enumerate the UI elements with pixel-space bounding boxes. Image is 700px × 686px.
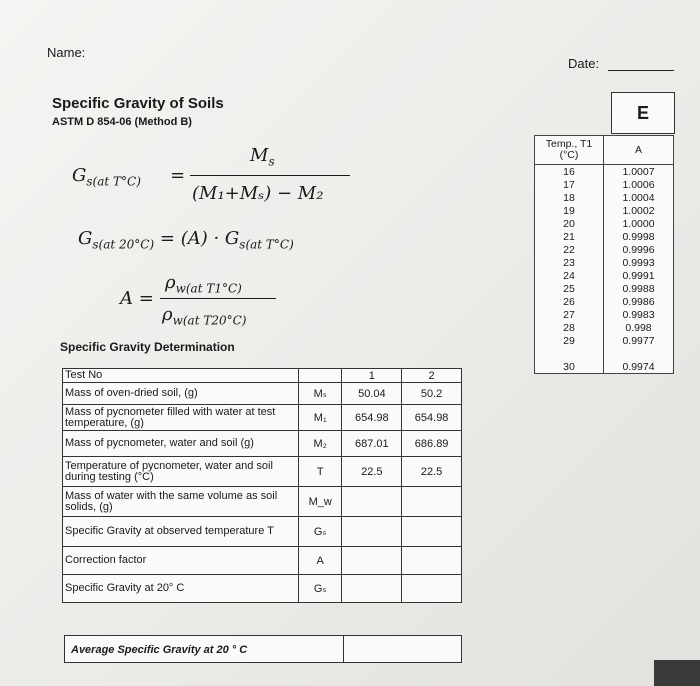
test-2-value: 50.2 <box>402 383 462 405</box>
test-2-value <box>402 517 462 547</box>
temp-cell: 16 <box>535 165 604 179</box>
test-1-value: 22.5 <box>342 457 402 487</box>
table-row <box>63 547 462 575</box>
table-row <box>63 369 462 383</box>
row-label: Temperature of pycnometer, water and soil during testing (°C) <box>63 457 299 487</box>
temp-row <box>535 360 674 374</box>
equation-gs-at-t-numerator: $M_s$ <box>250 145 275 169</box>
test-1-value <box>342 517 402 547</box>
table-row <box>63 457 462 487</box>
test-1-value <box>342 487 402 517</box>
temp-cell: 17 <box>535 178 604 191</box>
test-1-value: 1 <box>342 369 402 383</box>
test-2-value <box>402 487 462 517</box>
temp-row <box>535 217 674 230</box>
temp-cell <box>535 347 604 360</box>
page-subtitle: ASTM D 854-06 (Method B) <box>52 116 192 128</box>
test-1-value: 50.04 <box>342 383 402 405</box>
temp-row <box>535 347 674 360</box>
a-cell: 1.0002 <box>622 204 655 217</box>
table-row <box>63 517 462 547</box>
page-title: Specific Gravity of Soils <box>52 95 224 112</box>
test-2-value <box>402 547 462 575</box>
table-row <box>63 575 462 603</box>
test-2-value: 2 <box>402 369 462 383</box>
temp-row <box>535 191 674 204</box>
a-cell <box>604 347 674 360</box>
row-label: Mass of oven-dried soil, (g) <box>63 383 299 405</box>
temp-cell: 23 <box>535 256 604 269</box>
test-2-value: 654.98 <box>402 405 462 431</box>
average-value-divider <box>343 636 344 662</box>
row-label: Mass of water with the same volume as soil solids, (g) <box>63 487 299 517</box>
temp-row <box>535 295 674 308</box>
temp-cell: 19 <box>535 204 604 217</box>
row-label: Correction factor <box>63 547 299 575</box>
temp-cell: 26 <box>535 295 604 308</box>
temp-row <box>535 282 674 295</box>
test-1-value <box>342 575 402 603</box>
test-2-value <box>402 575 462 603</box>
a-cell: 1.0007 <box>622 165 655 178</box>
a-cell: 0.9983 <box>622 308 655 321</box>
equation-a-lhs: A = <box>120 288 154 309</box>
row-label: Specific Gravity at observed temperature T <box>63 517 299 547</box>
a-cell: 1.0000 <box>622 217 655 230</box>
temp-cell: 18 <box>535 191 604 204</box>
a-cell: 0.9986 <box>622 295 655 308</box>
temp-cell: 29 <box>535 334 604 347</box>
temp-row <box>535 243 674 256</box>
row-symbol: Gₛ <box>298 575 342 603</box>
temp-cell: 24 <box>535 269 604 282</box>
background-corner <box>654 660 700 686</box>
temp-row <box>535 165 674 179</box>
table-row <box>63 487 462 517</box>
temp-row <box>535 308 674 321</box>
equation-a-numerator: $\rho_{w(at T1^\circ C)}$ <box>165 272 242 296</box>
row-symbol: Gₛ <box>298 517 342 547</box>
a-cell: 0.9996 <box>622 243 655 256</box>
table-row <box>63 431 462 457</box>
average-specific-gravity-label: Average Specific Gravity at 20 ° C <box>71 644 248 656</box>
temp-row <box>535 334 674 347</box>
temp-cell: 28 <box>535 321 604 334</box>
temp-row <box>535 230 674 243</box>
temp-row <box>535 204 674 217</box>
temp-row <box>535 269 674 282</box>
temp-column-header: Temp., T1 (°C) <box>535 136 604 165</box>
test-1-value: 654.98 <box>342 405 402 431</box>
date-blank-line <box>608 70 674 71</box>
a-cell: 1.0006 <box>622 178 655 191</box>
a-cell: 0.9998 <box>622 230 655 243</box>
a-cell: 0.9993 <box>622 256 655 269</box>
section-heading: Specific Gravity Determination <box>60 340 235 354</box>
temp-cell: 22 <box>535 243 604 256</box>
equation-fraction-bar-1 <box>190 175 350 176</box>
specific-gravity-table <box>62 368 462 603</box>
row-label: Specific Gravity at 20° C <box>63 575 299 603</box>
row-symbol: M₁ <box>298 405 342 431</box>
temp-cell: 21 <box>535 230 604 243</box>
equation-a-denominator: $\rho_{w(at T20^\circ C)}$ <box>162 304 247 328</box>
equation-equals-1: = <box>170 165 186 186</box>
row-symbol: M₂ <box>298 431 342 457</box>
row-label: Mass of pycnometer, water and soil (g) <box>63 431 299 457</box>
table-row <box>63 383 462 405</box>
a-cell: 0.9988 <box>622 282 655 295</box>
row-symbol: T <box>298 457 342 487</box>
temp-cell: 27 <box>535 308 604 321</box>
row-symbol <box>298 369 342 383</box>
test-2-value: 686.89 <box>402 431 462 457</box>
row-label: Mass of pycnometer filled with water at test temperature, (g) <box>63 405 299 431</box>
row-symbol: M_w <box>298 487 342 517</box>
test-1-value <box>342 547 402 575</box>
a-cell: 1.0004 <box>622 191 655 204</box>
average-specific-gravity-box <box>64 635 462 663</box>
equation-gs-at-t-denominator: (M₁+Mₛ) − M₂ <box>192 183 324 204</box>
temp-row <box>535 321 674 334</box>
name-label: Name: <box>47 45 86 60</box>
row-label: Test No <box>63 369 299 383</box>
row-symbol: Mₛ <box>298 383 342 405</box>
a-column-header: A <box>604 136 674 165</box>
temp-row <box>535 178 674 191</box>
row-symbol: A <box>298 547 342 575</box>
date-label: Date: <box>568 56 600 71</box>
temp-row <box>535 256 674 269</box>
equation-fraction-bar-3 <box>160 298 276 299</box>
test-1-value: 687.01 <box>342 431 402 457</box>
temp-cell: 25 <box>535 282 604 295</box>
a-cell: 0.9974 <box>622 360 655 373</box>
temperature-correction-table <box>534 135 674 374</box>
temp-cell: 30 <box>535 360 604 374</box>
section-letter-box: E <box>611 92 675 134</box>
test-2-value: 22.5 <box>402 457 462 487</box>
a-cell: 0.9977 <box>622 334 655 347</box>
table-row <box>63 405 462 431</box>
equation-gs-at-t-lhs: $G_{s(at T^\circ C)}$ <box>72 165 141 189</box>
a-cell: 0.9991 <box>622 269 655 282</box>
equation-gs-at-20: $G_{s(at 20^\circ C)} = (A) \cdot G_{s(at T^\circ C)}$ <box>78 228 294 252</box>
a-cell: 0.998 <box>625 321 652 334</box>
temp-cell: 20 <box>535 217 604 230</box>
